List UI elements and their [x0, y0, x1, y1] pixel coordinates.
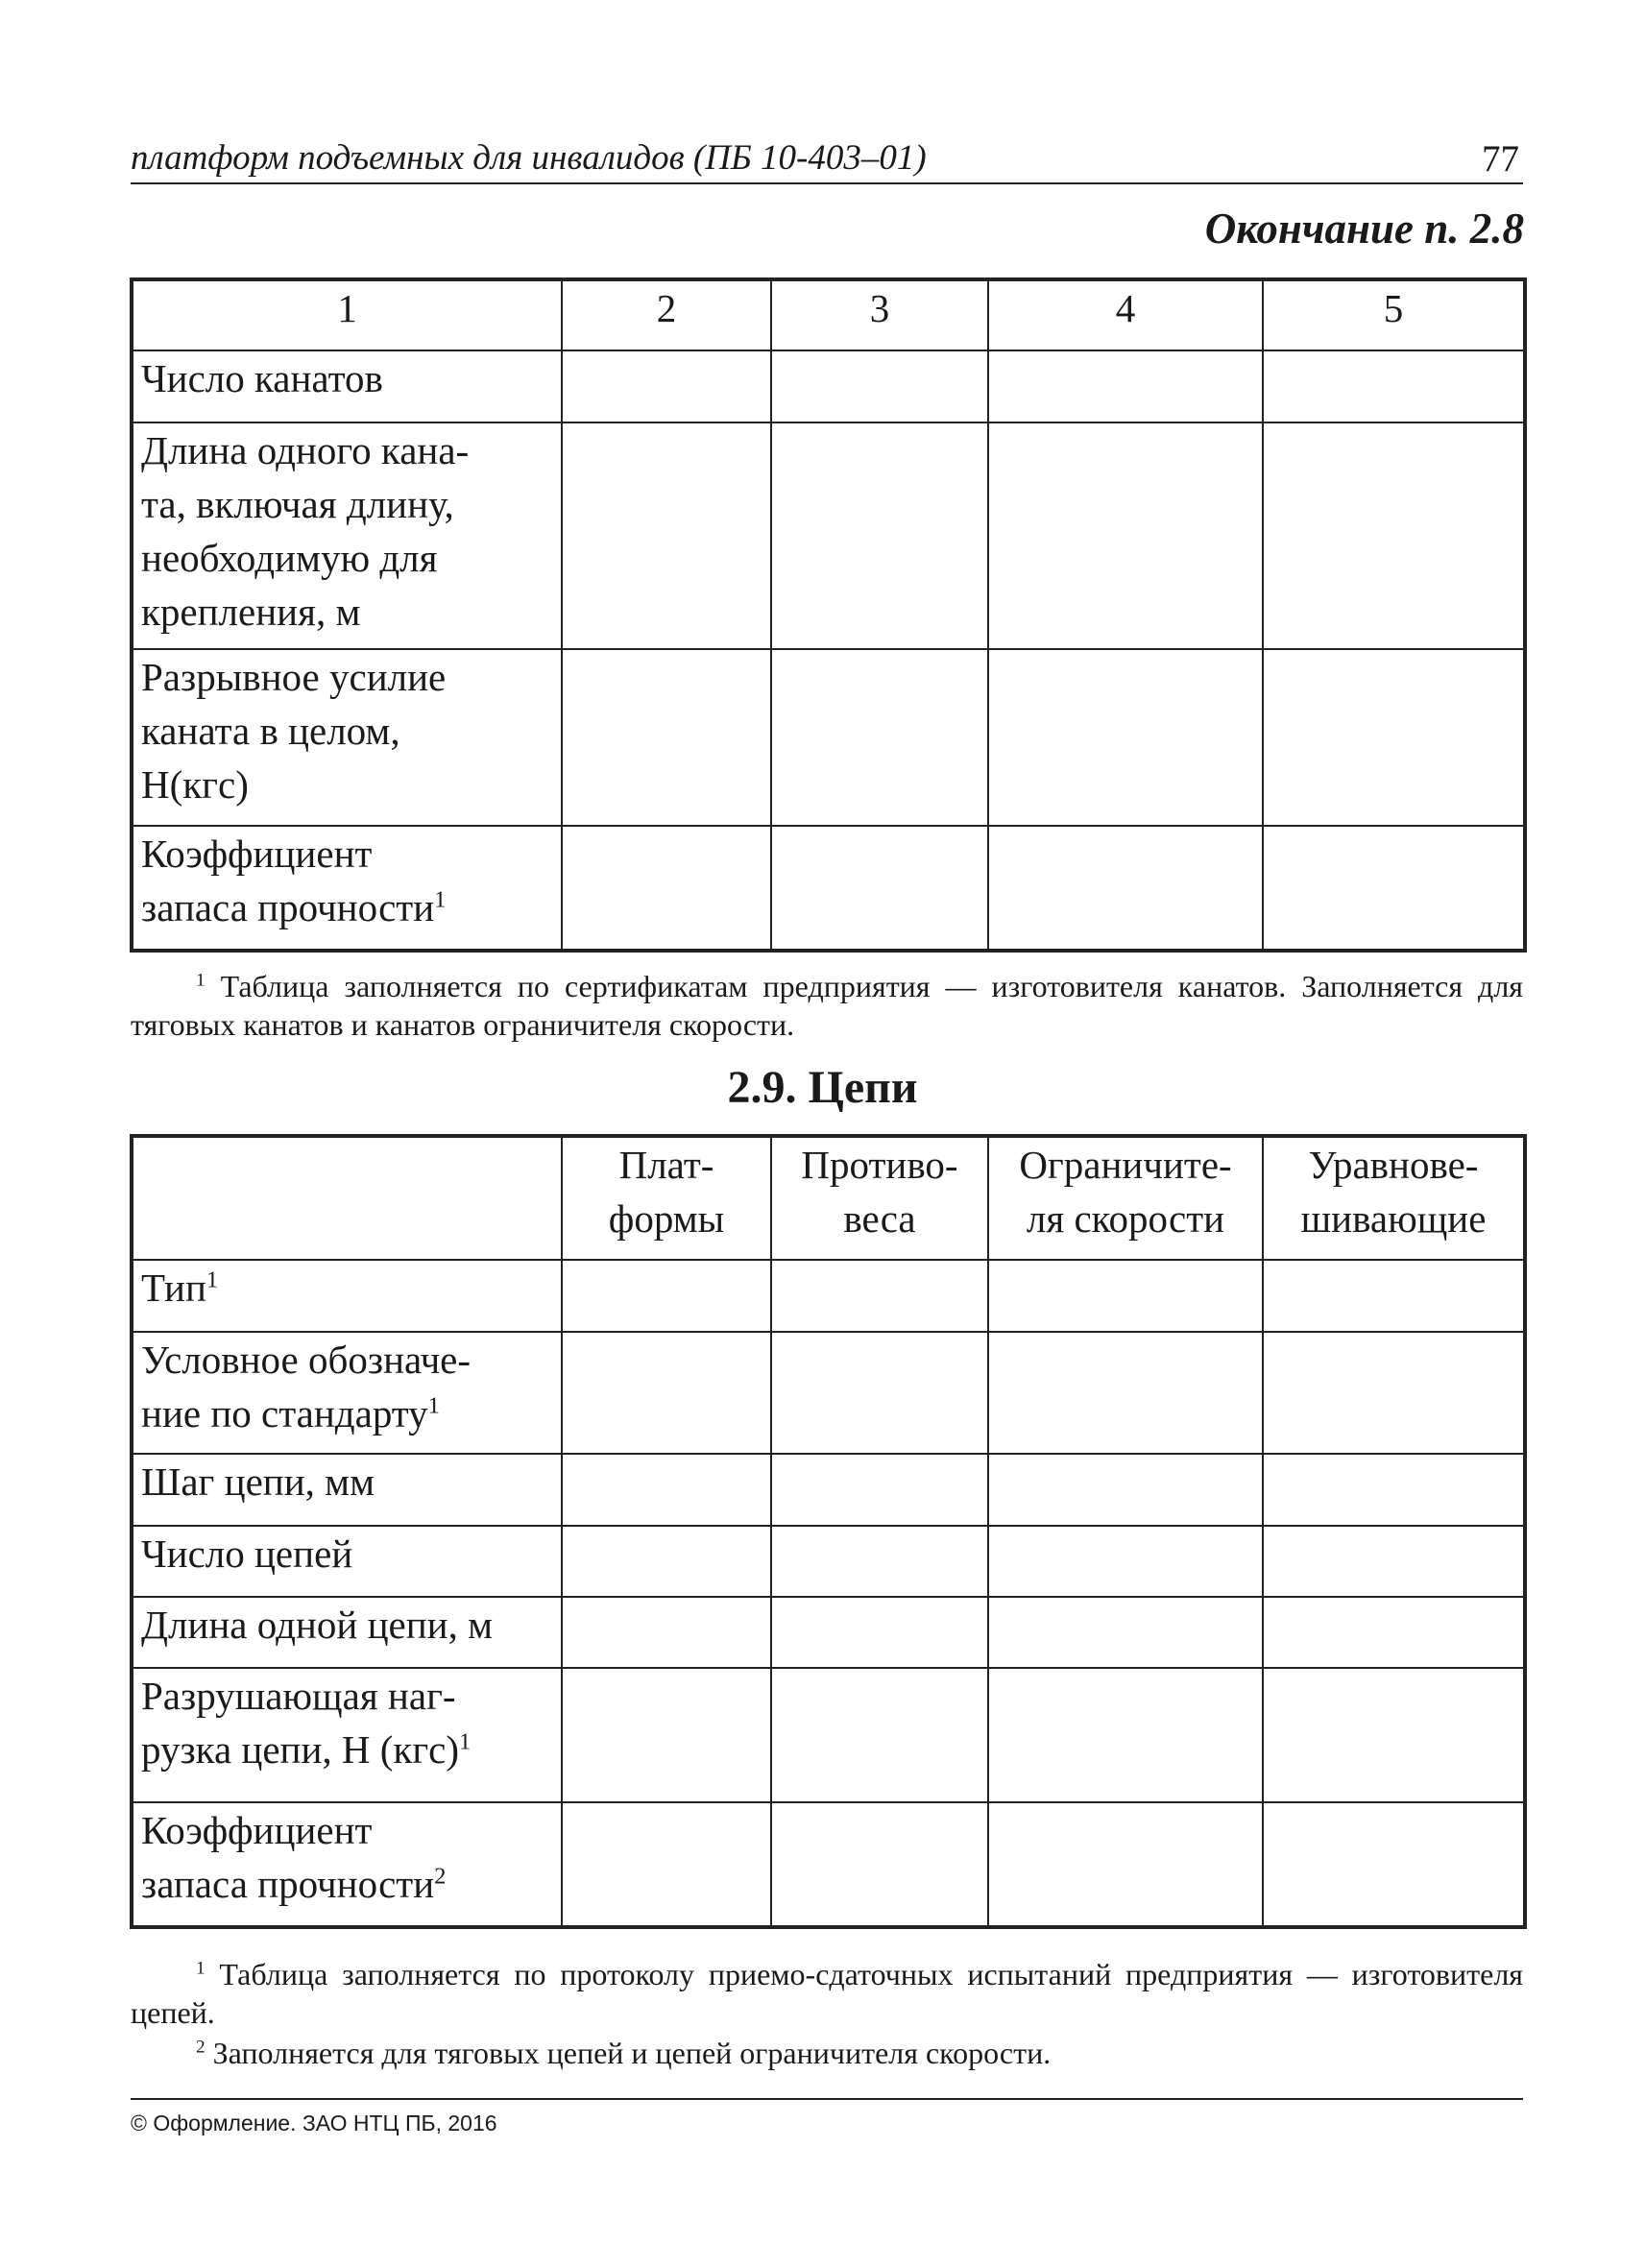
empty-cell[interactable] — [988, 1260, 1263, 1332]
row-label: Число цепей — [132, 1526, 562, 1597]
empty-cell[interactable] — [1263, 350, 1525, 422]
empty-cell[interactable] — [562, 1526, 771, 1597]
continuation-label: Окончание п. 2.8 — [1204, 205, 1524, 253]
column-number: 1 — [132, 279, 562, 350]
copyright: © Оформление. ЗАО НТЦ ПБ, 2016 — [131, 2111, 497, 2135]
empty-cell[interactable] — [1263, 1668, 1525, 1802]
section-title: 2.9. Цепи — [727, 1062, 918, 1113]
row-label: Коэффициент запаса прочности$^1$ — [132, 826, 562, 951]
empty-cell[interactable] — [771, 1332, 988, 1454]
empty-cell[interactable] — [771, 350, 988, 422]
empty-cell[interactable] — [1263, 1260, 1525, 1332]
column-header: Уравнове- шивающие — [1263, 1136, 1525, 1260]
table-row — [132, 1260, 1525, 1332]
row-label: Длина одного кана- та, включая длину, необходимую для крепления, м — [132, 422, 562, 649]
running-header — [131, 133, 1523, 184]
table-header-row — [132, 1136, 1525, 1260]
empty-cell[interactable] — [988, 350, 1263, 422]
empty-cell[interactable] — [1263, 1526, 1525, 1597]
empty-cell[interactable] — [771, 1454, 988, 1526]
running-title: платформ подъемных для инвалидов (ПБ 10-403–01) — [131, 138, 927, 178]
empty-cell[interactable] — [1263, 649, 1525, 826]
empty-cell[interactable] — [771, 1802, 988, 1927]
empty-cell[interactable] — [988, 1802, 1263, 1927]
footer-divider — [131, 2098, 1523, 2100]
row-label: Условное обозначе- ние по стандарту$^1$ — [132, 1332, 562, 1454]
empty-cell[interactable] — [988, 1597, 1263, 1668]
table-header-row — [132, 279, 1525, 350]
empty-cell[interactable] — [562, 1260, 771, 1332]
footnote-text: Таблица заполняется по сертификатам предприятия — изготовителя канатов. Заполняется для тяговых канатов и канатов ограничителя скорости. — [131, 969, 1524, 1042]
footnote — [131, 967, 1523, 1044]
empty-cell[interactable] — [562, 1802, 771, 1927]
empty-cell[interactable] — [771, 826, 988, 951]
empty-cell[interactable] — [1263, 1597, 1525, 1668]
table-row — [132, 422, 1525, 649]
empty-cell[interactable] — [988, 1332, 1263, 1454]
column-number: 3 — [771, 279, 988, 350]
table-row — [132, 826, 1525, 951]
empty-cell[interactable] — [562, 1597, 771, 1668]
page-number: 77 — [1482, 138, 1519, 180]
empty-cell[interactable] — [562, 1454, 771, 1526]
table-row — [132, 1668, 1525, 1802]
chains-table — [130, 1134, 1527, 1929]
column-header: Ограничите- ля скорости — [988, 1136, 1263, 1260]
footnote-ref: 1 — [206, 1267, 219, 1293]
empty-cell[interactable] — [562, 1332, 771, 1454]
table-row — [132, 649, 1525, 826]
footnote-mark: 1 — [196, 1958, 206, 1979]
empty-cell[interactable] — [771, 1260, 988, 1332]
row-label: Число канатов — [132, 350, 562, 422]
empty-cell[interactable] — [1263, 422, 1525, 649]
footnote-ref: 1 — [427, 1392, 440, 1419]
empty-cell[interactable] — [1263, 1802, 1525, 1927]
footnote-ref: 2 — [434, 1863, 447, 1890]
table-row — [132, 1802, 1525, 1927]
empty-cell[interactable] — [771, 1526, 988, 1597]
row-label: Шаг цепи, мм — [132, 1454, 562, 1526]
column-header: Противо- веса — [771, 1136, 988, 1260]
row-label: Разрушающая наг- рузка цепи, Н (кгс)$^1$ — [132, 1668, 562, 1802]
table-row — [132, 1332, 1525, 1454]
empty-cell[interactable] — [988, 649, 1263, 826]
footnote-mark: 1 — [196, 970, 206, 991]
table-row — [132, 350, 1525, 422]
empty-cell[interactable] — [562, 422, 771, 649]
footnote-text: Заполняется для тяговых цепей и цепей ограничителя скорости. — [212, 2036, 1052, 2070]
column-number: 4 — [988, 279, 1263, 350]
column-header: Плат- формы — [562, 1136, 771, 1260]
empty-cell[interactable] — [988, 1668, 1263, 1802]
empty-header-cell — [132, 1136, 562, 1260]
footnote — [131, 2034, 1523, 2072]
footnote-ref: 1 — [459, 1728, 472, 1755]
column-number: 2 — [562, 279, 771, 350]
empty-cell[interactable] — [988, 826, 1263, 951]
empty-cell[interactable] — [771, 1668, 988, 1802]
row-label: Разрывное усилие каната в целом, Н(кгс) — [132, 649, 562, 826]
footnote-ref: 1 — [434, 886, 447, 913]
empty-cell[interactable] — [1263, 1332, 1525, 1454]
footnote-text: Таблица заполняется по протоколу приемо-сдаточных испытаний предприятия — изготовителя цепей. — [131, 1957, 1524, 2030]
empty-cell[interactable] — [562, 350, 771, 422]
row-label: Длина одной цепи, м — [132, 1597, 562, 1668]
ropes-table — [130, 277, 1527, 953]
empty-cell[interactable] — [1263, 1454, 1525, 1526]
empty-cell[interactable] — [562, 1668, 771, 1802]
empty-cell[interactable] — [771, 1597, 988, 1668]
row-label: Коэффициент запаса прочности$^2$ — [132, 1802, 562, 1927]
table-row — [132, 1454, 1525, 1526]
empty-cell[interactable] — [562, 826, 771, 951]
column-number: 5 — [1263, 279, 1525, 350]
empty-cell[interactable] — [988, 1454, 1263, 1526]
empty-cell[interactable] — [988, 422, 1263, 649]
empty-cell[interactable] — [771, 422, 988, 649]
footnote — [131, 1955, 1523, 2032]
footnote-mark: 2 — [196, 2037, 206, 2058]
table-row — [132, 1597, 1525, 1668]
empty-cell[interactable] — [562, 649, 771, 826]
empty-cell[interactable] — [1263, 826, 1525, 951]
row-label: Тип$^1$ — [132, 1260, 562, 1332]
empty-cell[interactable] — [771, 649, 988, 826]
table-row — [132, 1526, 1525, 1597]
empty-cell[interactable] — [988, 1526, 1263, 1597]
